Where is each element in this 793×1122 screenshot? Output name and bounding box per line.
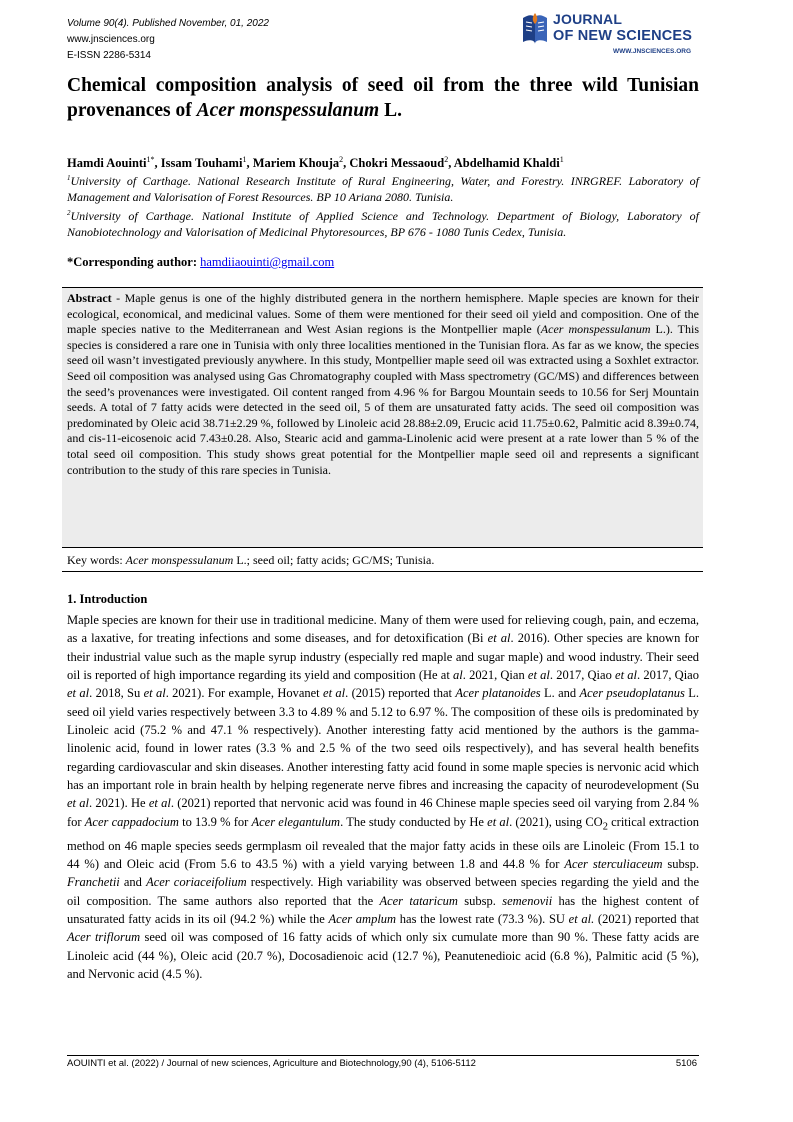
text-run: . 2021). For example, Hovanet [165,686,324,701]
text-run: . (2015) reported that [345,686,456,701]
corresponding-author [67,255,334,270]
text-run: has the lowest rate (73.3 %). SU [396,912,569,926]
italic-text: Acer monspessulanum [125,553,234,567]
footer-divider [67,1055,699,1056]
italic-text: Acer sterculiaceum [564,856,663,871]
affiliation-2 [67,205,699,240]
affiliation-text: University of Carthage. National Institute of Applied Science and Technology. Department of Biology, Laboratory of Nanobiotechnology and Valorisation of Medicinal Phytoresources, BP 676 - 1080 Tunis Cedex, Tunisia. [67,209,699,239]
author-separator: , [246,156,253,171]
text-run: and [119,875,147,890]
abstract-body [67,291,699,477]
logo-title-line1: JOURNAL [553,11,623,27]
paper-title [67,73,699,123]
text-run: L.). This species is considered a rare one in Tunisia with only three localities mentioned in the Tunisian flora. As far as we know, the species seed oil wasn’t investigated previously anywhere. In this study, Montpellier maple seed oil was extracted using a Soxhlet extractor. Seed oil composition was analysed using Gas Chromatography coupled with Mass spectrometry (GC/MS) and differences between the seed’s provenances were investigated. Oil content ranged from 4.96 % for Bargou Mountain seeds to 10.56 for Serj Mountain seeds. A total of 7 fatty acids were detected in the seed oil, 5 of them are unsaturated fatty acids. The seed oil composition was predominated by Oleic acid 38.71±2.29 %, followed by Linoleic acid 28.88±2.09, Erucic acid 11.75±0.62, Palmitic acid 8.39±0.74, and cis-11-eicosenoic acid 7.43±0.28. Also, Stearic acid and gamma-Linolenic acid were present at a rate lower than 5 % of the total seed oil composition. This study shows great potential for the Montpellier maple seed oil and represents a significant contribution to the study of this rare species in Tunisia. [67,322,699,477]
author-name: Chokri Messaoud [349,156,445,171]
text-run: L. and [540,686,580,701]
affiliation-marker: 2 [67,209,71,217]
logo-title-line2: OF NEW SCIENCES [553,28,693,44]
affiliation-1 [67,170,699,205]
italic-text: Acer monspessulanum [540,322,651,337]
text-run: respectively. High variability was observed between species regarding the yield and the oil composition. The same authors also reported that the [67,875,699,908]
text-run: has the highest content of unsaturated fatty acids in its oil (94.2 %) while the [67,893,700,926]
issn: E-ISSN 2286-5314 [67,50,151,61]
abstract [67,291,699,478]
text-run: seed oil was composed of 16 fatty acids of which only six cumulate more than 90 %. These fatty acids are Linoleic acid (44 %), Oleic acid (20.7 %), Docosadienoic acid (12.7 %), Peanutenedioic acid (6.8 %), Palmitic acid (5 %), and Nervonic acid (4.5 %). [67,930,699,982]
text-run: subsp. [662,856,699,871]
title-suffix: L. [379,100,402,121]
italic-text: Acer tataricum [379,893,458,908]
keywords-body [119,553,434,567]
text-run: L. seed oil yield varies respectively between 3.3 to 4.89 % and 5.12 to 6.97 %. The composition of these oils is predominated by Linoleic acid (75.2 % and 47.1 % respectively). Another interesting fatty acid mentioned by the authors is the gamma-linolenic acid, found in lower rates (3.3 % and 2.5 % of the two seed oils respectively), and has several health benefits regarding cardiovascular and skin diseases. Another interesting fatty acid found in some maple species is nervonic acid which has an important role in brain health by helping regenerate nerve fibres and increasing the capacity of neurodevelopment (Su [67,686,700,793]
introduction-body [67,611,699,983]
author-affiliation-marker: 2 [444,155,449,164]
author-affiliation-marker: 1* [146,155,155,164]
logo-url: WWW.JNSCIENCES.ORG [613,48,692,55]
author-separator: , [154,156,161,171]
italic-text: semenovii [502,893,553,908]
corresponding-email-link[interactable]: hamdiiaouinti@gmail.com [200,255,335,269]
text-run: to 13.9 % for [178,814,252,829]
keywords [67,553,434,568]
page-number: 5106 [675,1058,697,1069]
text-run: (2021) reported that [594,912,700,926]
text-run: L.; seed oil; fatty acids; GC/MS; Tunisia. [233,553,435,567]
corresponding-label: *Corresponding author: [67,255,197,269]
italic-text: Acer coriaceifolium [146,875,247,890]
italic-text: et al [67,686,90,701]
italic-text: Acer cappadocium [84,814,179,829]
italic-text: al [453,668,463,683]
affiliation-marker: 1 [67,174,71,182]
subscript-text: 2 [602,821,608,833]
journal-logo [519,10,699,62]
author-list [67,155,564,171]
title-main: Chemical composition analysis of seed oil from the three wild Tunisian provenances of [67,75,699,121]
abstract-label: Abstract [67,291,112,305]
italic-text: et al [143,686,166,701]
journal-meta [67,16,269,64]
author-name: Hamdi Aouinti [67,156,147,171]
journal-website[interactable]: www.jnsciences.org [67,34,155,45]
text-run: . (2021) reported that nervonic acid was found in 46 Chinese maple species seed oil varying from 2.84 % for [67,796,699,829]
footer-citation: AOUINTI et al. (2022) / Journal of new sciences, Agriculture and Biotechnology,90 (4), 5106-5112 [67,1058,476,1069]
logo-emblem-icon [519,12,551,48]
italic-text: et al [527,668,550,683]
volume-info: Volume 90(4). Published November, 01, 2022 [67,18,269,29]
text-run: critical extraction method on 46 maple species seeds germplasm oil revealed that the major fatty acids in these oils are Linoleic (From 15.1 to 44 %) and Oleic acid (From 5.6 to 43.5 %) with a yield varying between 1.8 and 44.8 % for [67,814,699,871]
author-name: Mariem Khouja [252,156,340,171]
italic-text: Acer platanoides [455,686,541,701]
author-affiliation-marker: 1 [559,155,564,164]
italic-text: et al [487,814,510,829]
author-name: Abdelhamid Khaldi [453,156,560,171]
author-separator: , [343,156,350,171]
text-run: . 2017, Qiao [637,668,699,683]
author-affiliation-marker: 1 [242,155,247,164]
text-run: . 2017, Qiao [549,668,616,683]
author-name: Issam Touhami [160,156,243,171]
text-run: : [119,553,126,567]
author-affiliation-marker: 2 [339,155,344,164]
italic-text: et al [148,796,171,811]
affiliation-text: University of Carthage. National Research Institute of Rural Engineering, Water, and Forestry. INRGREF. Laboratory of Management and Valorisation of Forest Resources. BP 10 Ariana 2080. Tunisia. [67,174,699,204]
section-heading-introduction: 1. Introduction [67,592,148,606]
text-run: . 2016). Other species are known for their industrial value such as the maple syrup industry (especially red maple and sugar maple) and wood industry. Their seed oil is reported of high importance regarding its yield and composition (He at [67,631,699,683]
italic-text: et al [615,668,637,683]
italic-text: et al [487,631,511,646]
italic-text: Franchetii [67,875,120,890]
text-run: . 2021, Qian [462,668,528,683]
italic-text: Acer pseudoplatanus [579,686,685,701]
text-run: subsp. [457,893,503,908]
keywords-label: Key words [67,553,120,567]
italic-text: et al [67,796,90,811]
text-run: . (2021), using CO [509,814,603,829]
italic-text: Acer amplum [328,912,397,926]
author-separator: , [448,156,454,171]
text-run: . 2018, Su [89,686,144,701]
italic-text: Acer elegantulum [251,814,341,829]
italic-text: et al [323,686,346,701]
title-species: Acer monspessulanum [196,100,380,121]
italic-text: Acer triflorum [67,930,141,945]
text-run: Maple species are known for their use in traditional medicine. Many of them were used for relieving cough, pain, and eczema, as a laxative, for treating infections and some diseases, and for detoxification (Bi [67,613,699,646]
text-run: . 2021). He [89,796,149,811]
italic-text: et al. [568,912,595,926]
text-run: . The study conducted by He [340,814,488,829]
text-run: - Maple genus is one of the highly distributed genera in the northern hemisphere. Maple species are known for their ecological, economical, and medicinal values. Some of them were mentioned for their seed oil yield and composition. One of the maple species native to the Mediterranean and West Asian regions is the Montpellier maple ( [67,291,699,337]
